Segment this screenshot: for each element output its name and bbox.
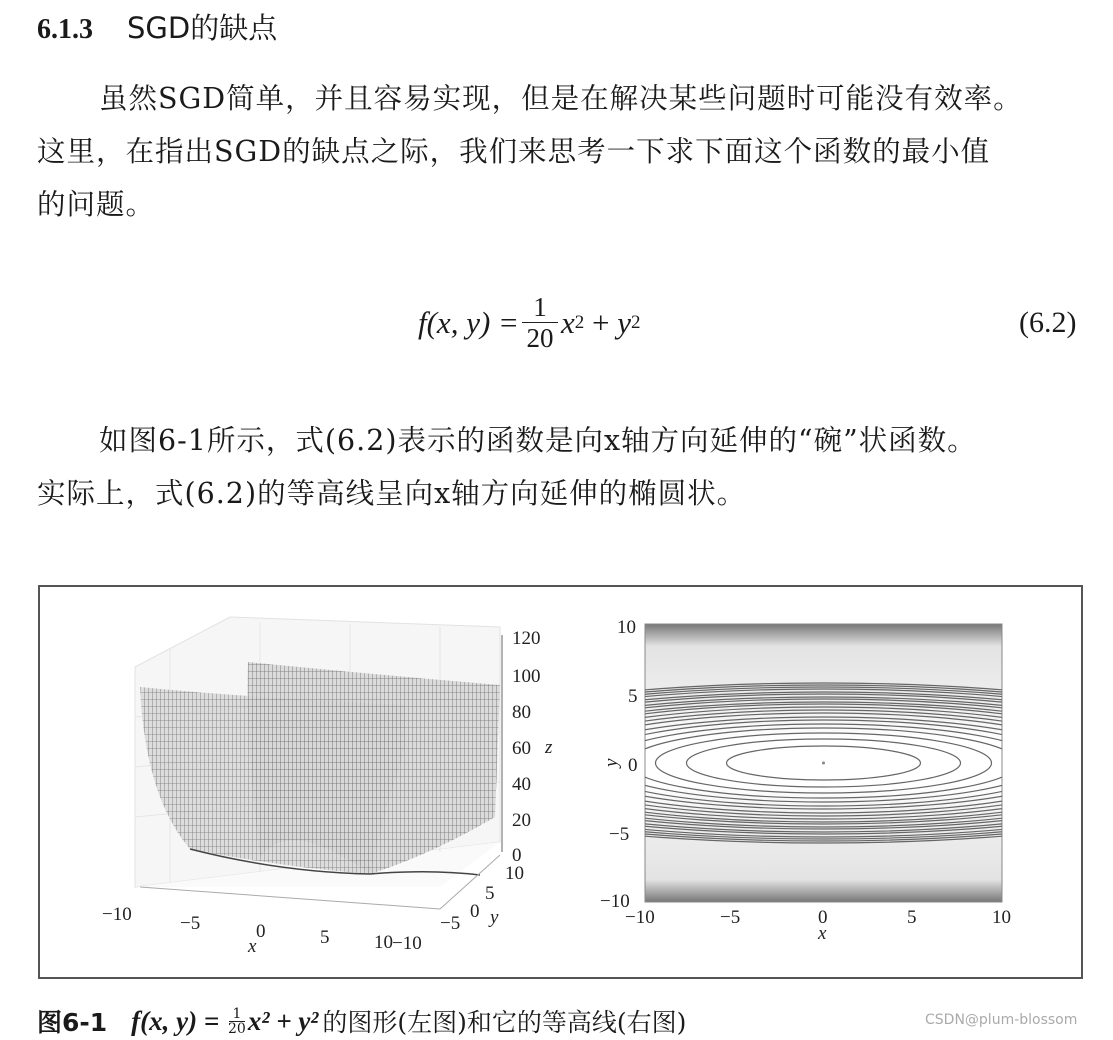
fraction-numerator: 1 [533, 292, 547, 322]
z-tick-60: 60 [512, 738, 531, 759]
figure-label: 图6-1 [37, 1008, 108, 1037]
y-tick--5: −5 [440, 913, 461, 934]
caption-fraction-denominator: 20 [228, 1020, 246, 1037]
equation-plus: + [584, 304, 618, 340]
minimum-marker [822, 762, 825, 765]
section-title: SGD的缺点 [127, 11, 278, 45]
y-axis-label: y [490, 907, 499, 928]
z-tick-100: 100 [512, 666, 541, 687]
paragraph-intro-line-1: 虽然SGD简单，并且容易实现，但是在解决某些问题时可能没有效率。 [99, 82, 1023, 115]
cy-tick-10: 10 [617, 617, 636, 638]
contour-plot [595, 587, 1075, 977]
cx-tick-10: 10 [992, 907, 1011, 928]
paragraph-figure-ref [37, 414, 1087, 520]
equation-number: (6.2) [1019, 306, 1077, 339]
z-tick-20: 20 [512, 810, 531, 831]
caption-math-lhs: f(x, y) = [131, 1005, 227, 1036]
paragraph-intro-line-3: 的问题。 [37, 188, 156, 221]
cy-tick-5: 5 [628, 686, 638, 707]
watermark: CSDN@plum-blossom [925, 1012, 1078, 1028]
figure-caption [37, 1003, 686, 1039]
equation-exp-y: 2 [630, 311, 641, 333]
surface-plot [40, 587, 560, 977]
paragraph-intro [37, 72, 1087, 231]
cy-axis-label: y [601, 758, 622, 767]
z-axis-label: z [545, 737, 553, 758]
z-tick-120: 120 [512, 628, 541, 649]
equation-6-2 [0, 282, 1113, 372]
y-tick-0: 0 [470, 901, 480, 922]
z-tick-40: 40 [512, 774, 531, 795]
paragraph-figure-ref-line-2: 实际上，式(6.2)的等高线呈向x轴方向延伸的椭圆状。 [37, 477, 747, 510]
z-tick-0: 0 [512, 845, 522, 866]
paragraph-intro-line-2: 这里，在指出SGD的缺点之际，我们来思考一下求下面这个函数的最小值 [37, 135, 991, 168]
z-tick-80: 80 [512, 702, 531, 723]
caption-fraction [228, 1007, 246, 1036]
x-tick-10: 10 [374, 932, 393, 953]
cy-tick--10: −10 [600, 891, 630, 912]
equation-term-x: x [560, 304, 575, 340]
cy-tick-0: 0 [628, 755, 638, 776]
paragraph-figure-ref-line-1: 如图6-1所示，式(6.2)表示的函数是向x轴方向延伸的“碗”状函数。 [99, 424, 977, 457]
section-number: 6.1.3 [37, 14, 93, 45]
x-tick--10: −10 [102, 904, 132, 925]
equation-term-y: y [617, 304, 631, 340]
equation-formula [418, 292, 640, 353]
equation-exp-x: 2 [574, 311, 585, 333]
x-axis-label: x [248, 936, 257, 957]
cx-tick--10: −10 [625, 907, 655, 928]
y-tick--10: −10 [392, 933, 422, 954]
x-tick-0: 0 [256, 921, 266, 942]
cy-tick--5: −5 [609, 824, 630, 845]
equation-lhs: f(x, y) = [418, 304, 519, 340]
fraction-denominator: 20 [526, 323, 554, 353]
cx-tick--5: −5 [720, 907, 741, 928]
cx-axis-label: x [818, 923, 827, 944]
cx-tick-5: 5 [907, 907, 917, 928]
section-heading [37, 6, 277, 47]
cx-tick-0: 0 [818, 907, 828, 928]
caption-math-rhs: x² + y² [247, 1005, 319, 1036]
caption-text: 的图形(左图)和它的等高线(右图) [322, 1008, 687, 1037]
y-tick-10: 10 [505, 863, 524, 884]
y-tick-5: 5 [485, 883, 495, 904]
figure-6-1 [38, 585, 1083, 979]
x-tick-5: 5 [320, 927, 330, 948]
caption-fraction-numerator: 1 [232, 1005, 242, 1022]
equation-fraction [522, 292, 558, 353]
x-tick--5: −5 [180, 913, 201, 934]
